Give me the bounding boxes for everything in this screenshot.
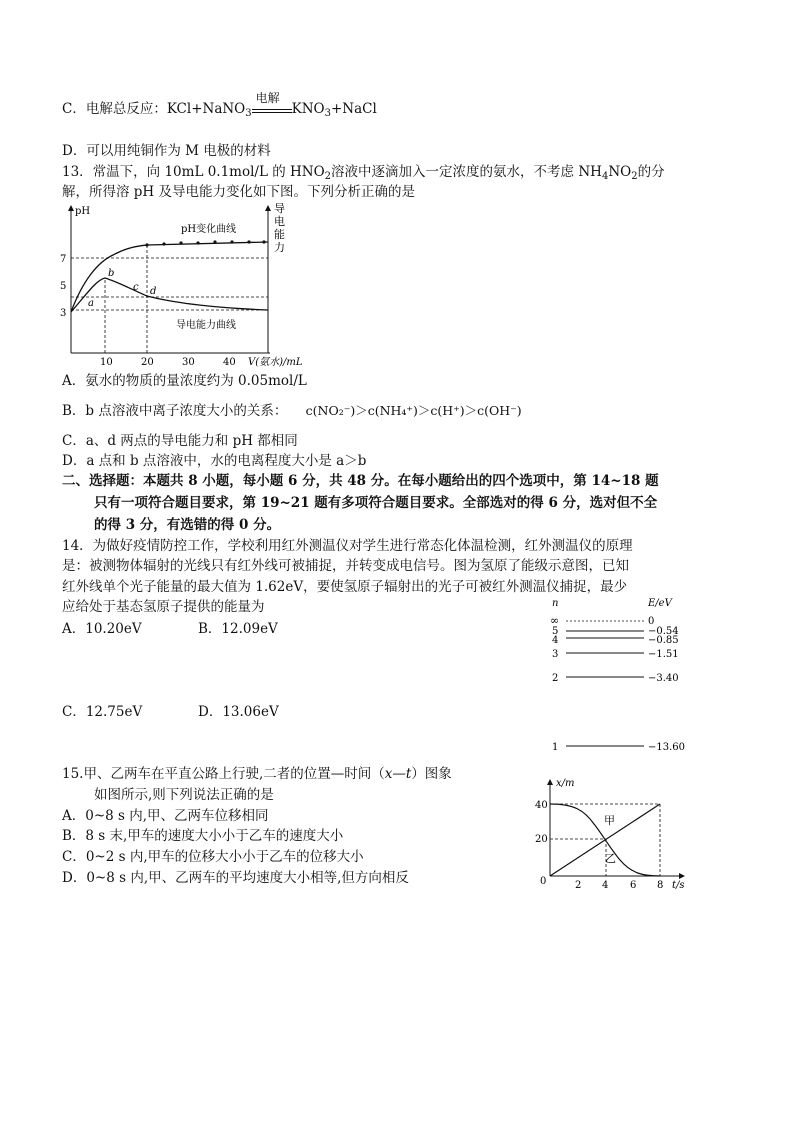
xt-xtick-4: 4 <box>602 880 609 891</box>
level-e-1: −13.60 <box>648 742 686 753</box>
q14-line2: 是：被测物体辐射的光线只有红外线可被捕捉，并转变成电信号。图为氢原了能级示意图，已知 <box>62 558 629 574</box>
level-e-4: −0.85 <box>648 635 679 646</box>
ph-conductivity-chart <box>58 200 338 370</box>
section2-rule: 在每小题给出的四个选项中，第 14~18 题 <box>397 473 659 489</box>
q12-c-product-post: +NaCl <box>330 101 377 117</box>
q13-sub-b: 4 <box>601 171 609 182</box>
xt-ytick-40: 40 <box>535 800 548 811</box>
xt-ytick-20: 20 <box>535 834 548 845</box>
reaction-condition-label: 电解 <box>255 91 280 105</box>
q13-stem-line2: 解，所得溶 pH 及导电能力变化如下图。下列分析正确的是 <box>62 184 415 200</box>
q14-option-a: A．10.20eV <box>62 621 142 637</box>
q13-sub-c: 2 <box>631 171 638 182</box>
xt-xtick-2: 2 <box>575 880 582 891</box>
level-n-3: 3 <box>552 649 559 660</box>
q13-option-a: A．氨水的物质的量浓度约为 0.05mol/L <box>62 373 307 389</box>
xt-chart <box>534 776 694 896</box>
q14-line4: 应给处于基态氢原子提供的能量为 <box>62 599 265 615</box>
q13-option-b <box>62 402 522 420</box>
q13-b-pre: B．b 点溶液中离子浓度大小的关系： <box>62 403 288 419</box>
point-d: d <box>150 286 157 297</box>
q13-stem-d: 的分 <box>637 164 665 180</box>
equals-sign <box>252 109 292 113</box>
chart1-xtick-20: 20 <box>141 357 154 368</box>
q14-line1: 14．为做好疫情防控工作，学校利用红外测温仪对学生进行常态化体温检测，红外测温仪的原理 <box>62 538 633 554</box>
q15-line1-post: ）图象 <box>411 766 452 782</box>
level-e-5: −0.54 <box>648 626 679 637</box>
point-c: c <box>133 282 139 293</box>
chart1-ylabel-left: pH <box>75 206 91 217</box>
ylabel-right-char: 导 <box>274 202 285 215</box>
q15-option-c: C．0~2 s 内,甲车的位移大小小于乙车的位移大小 <box>62 849 364 865</box>
q15-line1-pre: 15.甲、乙两车在平直公路上行驶,二者的位置—时间（ <box>62 766 385 782</box>
chart1-ytick-7: 7 <box>60 254 67 265</box>
point-b: b <box>108 268 115 279</box>
ph-dot <box>230 240 233 243</box>
label-yi: 乙 <box>605 852 616 865</box>
level-e-2: −3.40 <box>648 673 679 684</box>
level-n-5: 5 <box>552 626 559 637</box>
q12-c-product: KNO <box>291 101 325 117</box>
chart1-ylabel-right-text <box>274 202 285 254</box>
ylabel-right-char: 能 <box>274 228 285 241</box>
ph-dot <box>262 240 265 243</box>
q12-c-text: C．电解总反应：KCl+NaNO <box>62 101 246 117</box>
level-n-2: 2 <box>552 673 559 684</box>
chart1-ylabel-right <box>274 202 285 254</box>
chart1-xtick-40: 40 <box>223 357 236 368</box>
q12-option-d: D．可以用纯铜作为 M 电极的材料 <box>62 143 271 159</box>
q15-line1-var: x—t <box>384 766 412 782</box>
col-n-header: n <box>552 598 559 609</box>
q15-option-a: A．0~8 s 内,甲、乙两车位移相同 <box>62 808 269 824</box>
q13-sub-a: 2 <box>324 171 332 182</box>
q13-stem-b: 溶液中逐滴加入一定浓度的氨水，不考虑 NH <box>331 164 602 180</box>
xt-xlabel: t/s <box>672 880 685 891</box>
section2-line1 <box>62 472 659 490</box>
q12-c-sub: 3 <box>245 108 252 119</box>
q15-line1 <box>62 765 452 783</box>
chart1-xtick-30: 30 <box>182 357 195 368</box>
q13-option-c: C．a、d 两点的导电能力和 pH 都相同 <box>62 433 298 449</box>
q14-option-d: D．13.06eV <box>198 704 279 720</box>
ph-dot <box>162 242 165 245</box>
level-n-inf: ∞ <box>550 614 560 627</box>
xt-origin: 0 <box>540 876 547 887</box>
label-jia: 甲 <box>604 814 615 827</box>
q13-b-expr: c(NO₂⁻)＞c(NH₄⁺)＞c(H⁺)＞c(OH⁻) <box>305 403 522 418</box>
level-n-1: 1 <box>552 742 559 753</box>
q15-option-d: D．0~8 s 内,甲、乙两车的平均速度大小相等,但方向相反 <box>62 870 409 886</box>
q13-stem-c: NO <box>608 164 632 180</box>
q12-c-product-sub: 3 <box>324 108 331 119</box>
level-e-3: −1.51 <box>648 649 679 660</box>
ph-dot <box>213 240 216 243</box>
reaction-condition <box>252 91 292 113</box>
point-a: a <box>88 298 94 309</box>
ylabel-right-char: 电 <box>274 215 285 228</box>
section2-line2: 只有一项符合题目要求，第 19~21 题有多项符合题目要求。全部选对的得 6 分，选对但不全 <box>94 495 658 511</box>
section2-line3: 的得 3 分，有选错的得 0 分。 <box>94 517 281 533</box>
ph-dot <box>145 243 148 246</box>
xt-ylabel: x/m <box>556 778 575 789</box>
chart1-xtick-10: 10 <box>100 357 113 368</box>
q14-option-b: B．12.09eV <box>198 621 278 637</box>
level-n-4: 4 <box>552 635 559 646</box>
chart1-ytick-3: 3 <box>60 308 67 319</box>
ylabel-right-char: 力 <box>274 241 285 254</box>
chart1-ytick-5: 5 <box>60 281 67 292</box>
ph-dot <box>247 240 250 243</box>
ph-dot <box>196 241 199 244</box>
q14-option-c: C．12.75eV <box>62 704 143 720</box>
section2-title: 二、选择题：本题共 8 小题，每小题 6 分，共 48 分。 <box>62 473 398 489</box>
level-e-inf: 0 <box>648 616 655 627</box>
conductivity-curve-label: 导电能力曲线 <box>176 320 236 331</box>
conductivity-curve <box>71 278 268 312</box>
energy-level-diagram <box>544 596 714 756</box>
xt-xtick-8: 8 <box>657 880 664 891</box>
chart1-xlabel: V(氨水)/mL <box>248 357 303 368</box>
col-e-header: E/eV <box>648 598 672 609</box>
q13-option-d: D．a 点和 b 点溶液中，水的电离程度大小是 a＞b <box>62 453 367 469</box>
q15-option-b: B．8 s 末,甲车的速度大小小于乙车的速度大小 <box>62 828 344 844</box>
ph-curve-label: pH变化曲线 <box>181 224 237 235</box>
q13-stem-a: 13．常温下，向 10mL 0.1mol/L 的 HNO <box>62 164 325 180</box>
q15-line2: 如图所示,则下列说法正确的是 <box>94 787 274 803</box>
ph-dot <box>179 241 182 244</box>
xt-xtick-6: 6 <box>630 880 637 891</box>
ph-curve <box>71 242 268 312</box>
q12-option-c <box>62 91 377 123</box>
q14-line3: 红外线单个光子能量的最大值为 1.62eV，要使氢原子辐射出的光子可被红外测温仪捕捉，最少 <box>62 579 628 595</box>
